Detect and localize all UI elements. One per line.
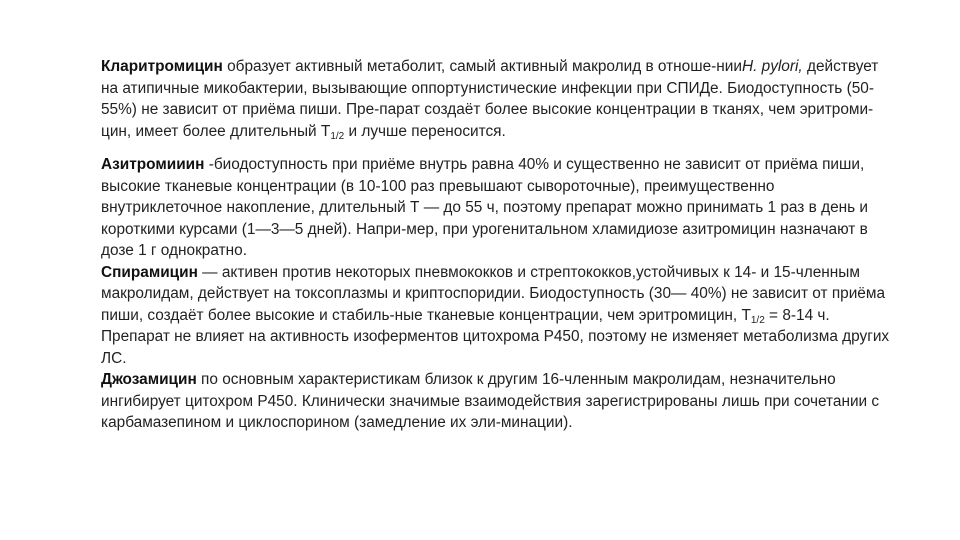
- half-life-subscript: 1/2: [330, 130, 345, 142]
- paragraph-josamycin: [101, 369, 891, 434]
- drug-name-azithromycin: Азитромииин: [101, 156, 205, 173]
- paragraph-spiramycin: [101, 262, 891, 370]
- clarithromycin-text-3: и лучше переносится.: [344, 122, 506, 140]
- paragraph-azithromycin: [101, 154, 891, 262]
- clarithromycin-pathogen: H. pylori,: [741, 58, 803, 75]
- drug-name-josamycin: Джозамицин: [101, 371, 197, 388]
- josamycin-text: по основным характеристикам близок к другим 16-членным макролидам, незначительно ингибирует цитохром Р450. Клинически значимые взаимодействия зарегистрированы лишь при сочетании с карбамазепином и циклоспорином (замедление их эли-минации).: [101, 371, 880, 431]
- half-life-subscript: 1/2: [750, 314, 765, 326]
- azithromycin-text: -биодоступность при приёме внутрь равна 40% и существенно не зависит от приёма пиши, высокие тканевые концентрации (в 10-100 раз превышают сывороточные), преимущественно внутриклеточное накопление, длительный Т — до 55 ч, поэтому препарат можно принимать 1 раз в день и короткими курсами (1—3—5 дней). Напри-мер, при урогенитальном хламидиозе азитромицин назначают в дозе 1 г однократно.: [101, 156, 869, 259]
- text-body: [101, 56, 891, 434]
- spiramycin-text-2: = 8-14 ч. Препарат не влияет на активность изоферментов цитохрома Р450, поэтому не изменяет метаболизма других ЛС.: [101, 306, 890, 367]
- drug-name-spiramycin: Спирамицин: [101, 263, 198, 281]
- spiramycin-text-1: — активен против некоторых пневмококков и стрептококков,устойчивых к 14- и 15-членным макролидам, действует на токсоплазмы и криптоспоридии. Биодоступность (30— 40%) не зависит от приёма пиши, создаёт более высокие и стабиль-ные тканевые концентрации, чем эритромицин, Т: [101, 263, 886, 324]
- drug-name-clarithromycin: Кларитромицин: [101, 58, 223, 75]
- clarithromycin-text-2: действует на атипичные микобактерии, вызывающие оппортунистические инфекции при СПИДе. Биодоступность (50-55%) не зависит от приёма пиши. Пре-парат создаёт более высокие концентрации в тканях, чем эритроми-цин, имеет более длительный Т: [101, 58, 879, 140]
- paragraph-clarithromycin: [101, 56, 891, 142]
- clarithromycin-text-1: образует активный метаболит, самый активный макролид в отноше-нии: [222, 58, 742, 75]
